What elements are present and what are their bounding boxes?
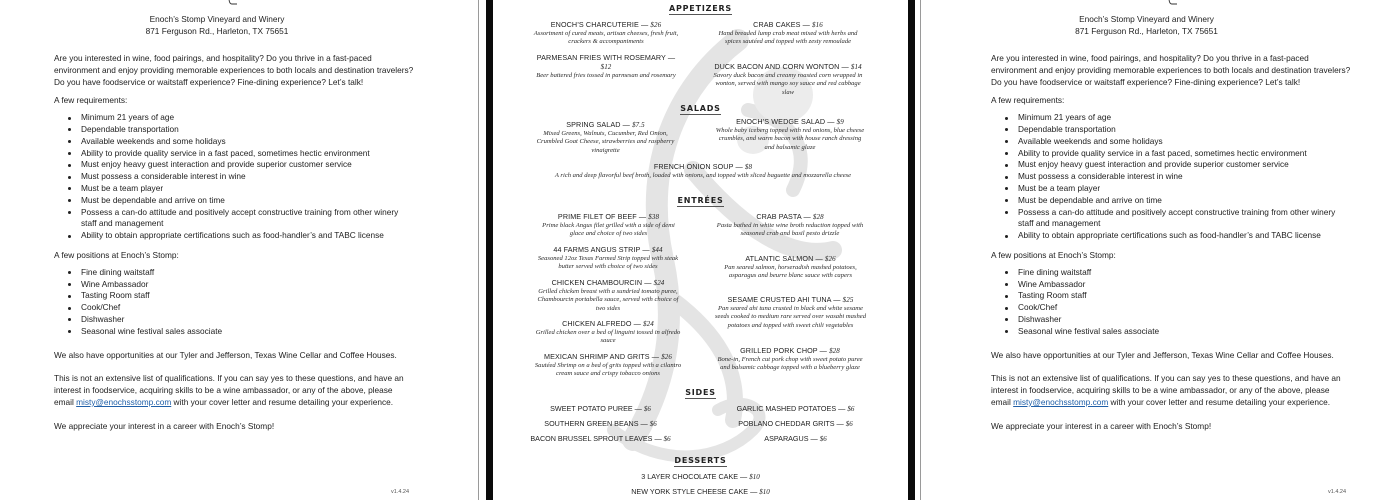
email-link[interactable]: misty@enochsstomp.com [76,396,172,407]
business-address: 871 Ferguson Rd., Harleton, TX 75651 [145,25,289,36]
email-link[interactable]: misty@enochsstomp.com [1013,396,1109,407]
requirements-list [54,112,414,242]
position-item: Seasonal wine festival sales associate [68,326,414,338]
posting-body [991,53,1351,440]
side-item: SWEET POTATO PUREE — $6 [550,404,651,413]
position-item: Wine Ambassador [1005,279,1351,291]
requirement-item: Dependable transportation [68,124,414,136]
thanks-paragraph: We appreciate your interest in a career with Enoch’s Stomp! [991,420,1212,431]
section-sides: SIDES [685,388,716,397]
side-item: SOUTHERN GREEN BEANS — $6 [544,419,657,428]
requirement-item: Available weekends and some holidays [68,136,414,148]
positions-heading: A few positions at Enoch’s Stomp: [54,249,179,260]
section-entrees: ENTRÉES [677,196,724,205]
other-locations-paragraph: We also have opportunities at our Tyler and Jefferson, Texas Wine Cellar and Coffee Houses. [991,349,1334,360]
menu-item: CRAB PASTA — $28 Pasta bathed in white wine broth reduction topped with seasoned crab and basil pesto drizzle [716,212,864,238]
requirement-item: Minimum 21 years of age [1005,112,1351,124]
requirement-item: Must be a team player [68,183,414,195]
job-posting-document-left [0,0,479,500]
apply-paragraph [991,373,1351,408]
requirement-item: Must be dependable and arrive on time [1005,195,1351,207]
menu-item: GRILLED PORK CHOP — $28 Bone-in, French cut pork chop with sweet potato puree and balsamic cabbage topped with a blueberry glaze [717,346,863,372]
apply-text: This is not an extensive list of qualifications. If you can say yes to these questions, and have an interest in foodservice, acquiring skills to be a wine ambassador, or any of the above, please email [54,373,404,407]
section-appetizers: APPETIZERS [668,4,732,13]
intro-paragraph: Are you interested in wine, food pairings, and hospitality? Do you thrive in a fast-paced environment and enjoy providing memorable experiences to both locals and destination travelers? Do you have foodservice or waitstaff experience? Fine-dining experience? Let’s talk! [54,53,414,87]
section-salads: SALADS [680,104,721,113]
menu-item: 44 FARMS ANGUS STRIP — $44 Seasoned 12oz Texas Farmed Strip topped with steak butter served with choice of two sides [537,245,679,271]
requirement-item: Must be dependable and arrive on time [68,195,414,207]
section-desserts: DESSERTS [674,456,727,465]
requirement-item: Minimum 21 years of age [68,112,414,124]
positions-list [54,267,414,338]
requirements-heading: A few requirements: [54,95,128,106]
position-item: Tasting Room staff [1005,290,1351,302]
version-label: v1.4.24 [391,489,410,495]
winery-logo-icon [1166,0,1180,6]
requirement-item: Possess a can-do attitude and positively accept constructive training from other winery staff and management [1005,207,1351,231]
version-label: v1.4.24 [1328,489,1347,495]
winery-logo-icon [226,0,240,6]
requirement-item: Must possess a considerable interest in wine [68,171,414,183]
intro-paragraph: Are you interested in wine, food pairings, and hospitality? Do you thrive in a fast-paced environment and enjoy providing memorable experiences to both locals and destination travelers? Do you have foodservice or waitstaff experience? Fine-dining experience? Let’s talk! [991,53,1351,87]
position-item: Dishwasher [1005,314,1351,326]
requirement-item: Possess a can-do attitude and positively accept constructive training from other winery staff and management [68,207,414,231]
menu-item: FRENCH ONION SOUP — $8 A rich and deep flavorful beef broth, loaded with onions, and topped with sliced baguette and mozzarella cheese [554,162,852,179]
business-address: 871 Ferguson Rd., Harleton, TX 75651 [1075,25,1218,36]
position-item: Seasonal wine festival sales associate [1005,326,1351,338]
position-item: Dishwasher [68,314,414,326]
business-name: Enoch’s Stomp Vineyard and Winery [1079,14,1214,24]
menu-item: DUCK BACON AND CORN WONTON — $14 Savory duck bacon and creamy roasted corn wrapped in wonton, served with mango soy sauce and red cabbage slaw [713,62,863,96]
positions-heading: A few positions at Enoch’s Stomp: [991,249,1116,260]
position-item: Cook/Chef [68,302,414,314]
position-item: Wine Ambassador [68,279,414,291]
posting-body [54,53,414,440]
thanks-paragraph: We appreciate your interest in a career with Enoch’s Stomp! [54,420,275,431]
requirement-item: Dependable transportation [1005,124,1351,136]
positions-list [991,267,1351,338]
requirement-item: Must enjoy heavy guest interaction and provide superior customer service [68,159,414,171]
menu-item: SESAME CRUSTED AHI TUNA — $25 Pan seared ahi tuna crusted in black and white sesame seeds cooked to medium rare served over wasabi mashed potatoes and topped with sweet chili vegetables [714,295,866,329]
side-item: GARLIC MASHED POTATOES — $6 [736,404,855,413]
position-item: Tasting Room staff [68,290,414,302]
side-item: ASPARAGUS — $6 [764,434,827,443]
side-item: POBLANO CHEDDAR GRITS — $6 [738,419,853,428]
requirement-item: Must possess a considerable interest in wine [1005,171,1351,183]
apply-text-end: with your cover letter and resume detailing your experience. [171,396,394,407]
job-posting-document-right [920,0,1400,500]
menu-item: PARMESAN FRIES WITH ROSEMARY — $12 Beer battered fries tossed in parmesan and rosemary [536,53,676,79]
apply-paragraph [54,373,414,408]
menu-item: SPRING SALAD — $7.5 Mixed Greens, Walnuts, Cucumber, Red Onion, Crumbled Goat Cheese, strawberries and raspberry vinaigrette [536,120,675,154]
apply-text: This is not an extensive list of qualifications. If you can say yes to these questions, and have an interest in foodservice, acquiring skills to be a wine ambassador, or any of the above, please email [991,373,1341,407]
requirement-item: Ability to provide quality service in a fast paced, sometimes hectic environment [1005,148,1351,160]
menu-frame-right [908,0,915,500]
side-item: BACON BRUSSEL SPROUT LEAVES — $6 [530,434,671,443]
requirement-item: Must be a team player [1005,183,1351,195]
letterhead [920,14,1386,38]
menu-item: MEXICAN SHRIMP AND GRITS — $26 Sautéed Shrimp on a bed of grits topped with a cilantro cream sauce and crispy tobacco onions [534,352,682,378]
requirement-item: Ability to provide quality service in a fast paced, sometimes hectic environment [68,148,414,160]
requirement-item: Ability to obtain appropriate certifications such as food-handler’s and TABC license [1005,230,1351,242]
menu-item: CHICKEN CHAMBOURCIN — $24 Grilled chicken breast with a sundried tomato puree, Chambourcin portabella sauce, served with choice of two sides [537,278,679,312]
dessert-item: 3 LAYER CHOCOLATE CAKE — $10 [641,472,760,481]
menu-item: CRAB CAKES — $16 Hand breaded lump crab meat mixed with herbs and spices sautéed and topped with zesty remoulade [718,20,858,46]
requirement-item: Available weekends and some holidays [1005,136,1351,148]
menu-item: CHICKEN ALFREDO — $24 Grilled chicken over a bed of linguini tossed in alfredo sauce [535,319,681,345]
menu-frame-left [486,0,493,500]
requirements-heading: A few requirements: [991,95,1065,106]
menu-item: ENOCH’S CHARCUTERIE — $26 Assortment of cured meats, artisan cheeses, fresh fruit, crackers & accompaniments [533,20,679,46]
dessert-item: NEW YORK STYLE CHEESE CAKE — $10 [631,487,770,496]
requirements-list [991,112,1351,242]
position-item: Fine dining waitstaff [68,267,414,279]
business-name: Enoch’s Stomp Vineyard and Winery [149,14,285,24]
position-item: Fine dining waitstaff [1005,267,1351,279]
menu-item: ATLANTIC SALMON — $26 Pan seared salmon, horseradish mashed potatoes, asparagus and beurre blanc sauce with capers [724,254,857,280]
apply-text-end: with your cover letter and resume detailing your experience. [1108,396,1331,407]
menu-item: ENOCH’S WEDGE SALAD — $9 Whole baby iceberg topped with red onions, blue cheese crumbles, and warm bacon with house ranch dressing and balsamic glaze [715,117,865,151]
letterhead [0,14,456,38]
restaurant-menu [493,0,908,500]
requirement-item: Ability to obtain appropriate certifications such as food-handler’s and TABC license [68,230,414,242]
other-locations-paragraph: We also have opportunities at our Tyler and Jefferson, Texas Wine Cellar and Coffee Houses. [54,349,397,360]
menu-item: PRIME FILET OF BEEF — $38 Prime black Angus filet grilled with a side of demi glace and choice of two sides [542,212,675,238]
requirement-item: Must enjoy heavy guest interaction and provide superior customer service [1005,159,1351,171]
position-item: Cook/Chef [1005,302,1351,314]
